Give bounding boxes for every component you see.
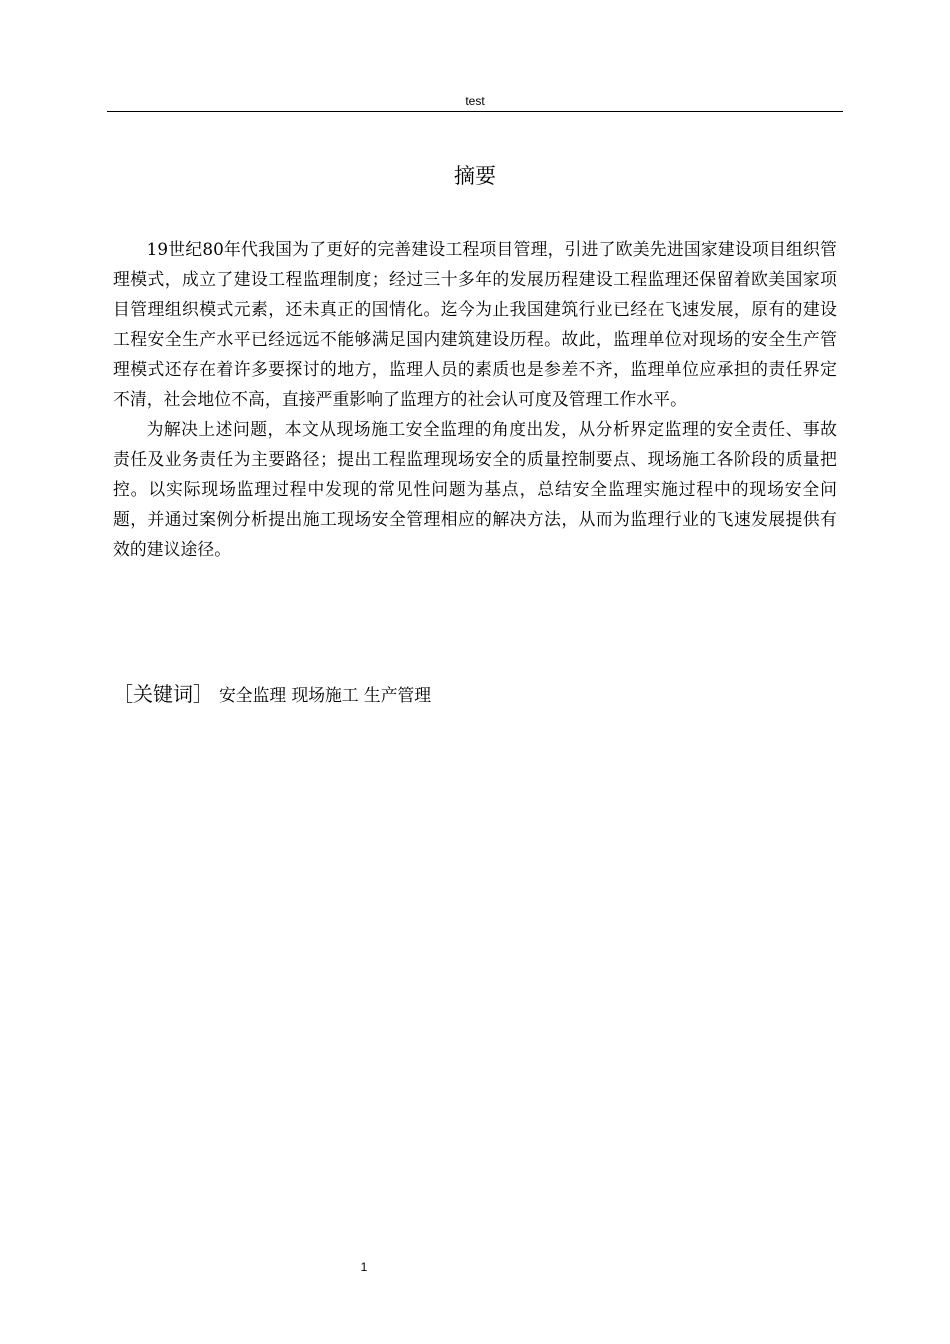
abstract-title: 摘要 [454,164,496,188]
abstract-paragraph-2: 为解决上述问题，本文从现场施工安全监理的角度出发，从分析界定监理的安全责任、事故责任及业务责任为主要路径；提出工程监理现场安全的质量控制要点、现场施工各阶段的质量把控。以实际现场监理过程中发现的常见性问题为基点，总结安全监理实施过程中的现场安全问题，并通过案例分析提出施工现场安全管理相应的解决方法，从而为监理行业的飞速发展提供有效的建议途径。 [113,419,837,559]
header-text: test [465,94,485,108]
keywords-values: 安全监理 现场施工 生产管理 [219,685,432,705]
abstract-paragraph-1: 19世纪80年代我国为了更好的完善建设工程项目管理，引进了欧美先进国家建设项目组织管理模式，成立了建设工程监理制度；经过三十多年的发展历程建设工程监理还保留着欧美国家项目管理组织模式元素，还未真正的国情化。迄今为止我国建筑行业已经在飞速发展，原有的建设工程安全生产水平已经远远不能够满足国内建筑建设历程。故此，监理单位对现场的安全生产管理模式还存在着许多要探讨的地方，监理人员的素质也是参差不齐，监理单位应承担的责任界定不清，社会地位不高，直接严重影响了监理方的社会认可度及管理工作水平。 [113,239,837,409]
abstract-body [113,234,837,564]
page-number: 1 [360,1260,368,1274]
keywords-label: ［关键词］ [113,682,213,706]
keywords-line [113,678,837,712]
page-header [107,92,843,112]
